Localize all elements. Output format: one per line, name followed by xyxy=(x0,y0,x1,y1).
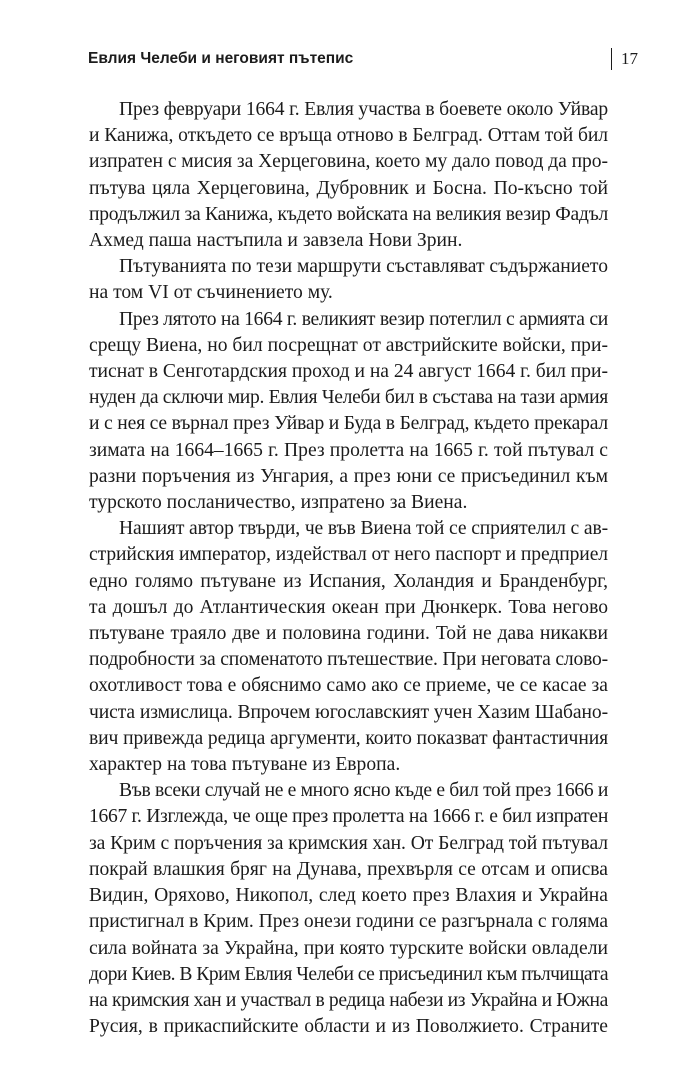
paragraph xyxy=(89,97,608,254)
text-line: 1667 г. Изглежда, че още през пролетта на 1666 г. е бил изпратен xyxy=(89,806,608,828)
text-line: тиснат в Сенготардския проход и на 24 август 1664 г. бил при- xyxy=(89,361,608,383)
running-title: Евлия Челеби и неговият пътепис xyxy=(88,50,354,67)
text-line: турското посланичество, изпратено за Виена. xyxy=(89,492,468,514)
text-line: пътуване траяло две и половина години. Той не дава никакви xyxy=(89,623,608,645)
text-line: Във всеки случай не е много ясно къде е бил той през 1666 и xyxy=(119,780,608,802)
page-number: 17 xyxy=(621,49,638,68)
text-line: Ахмед паша настъпила и завзела Нови Зрин. xyxy=(89,230,463,252)
text-line: срещу Виена, но бил посрещнат от австрийските войски, при- xyxy=(89,334,608,356)
text-line: стрийския император, издействал от него паспорт и предприел xyxy=(89,544,608,566)
text-line: и Канижа, откъдето се връща отново в Белград. Оттам той бил xyxy=(89,125,608,147)
text-line: пътува цяла Херцеговина, Дубровник и Босна. По-късно той xyxy=(89,177,608,199)
text-line: Видин, Оряхово, Никопол, след което през Влахия и Украйна xyxy=(89,885,608,907)
text-line: едно голямо пътуване из Испания, Холандия и Бранденбург, xyxy=(89,570,608,592)
text-line: чиста измислица. Впрочем югославският учен Хазим Шабано- xyxy=(89,701,608,723)
text-line: та дошъл до Атлантическия океан при Дюнкерк. Това негово xyxy=(89,596,608,618)
text-line: Нашият автор твърди, че във Виена той се сприятелил с ав- xyxy=(119,518,608,540)
paragraph xyxy=(89,254,608,306)
text-line: и с нея се върнал през Уйвар и Буда в Белград, където прекарал xyxy=(89,413,608,435)
text-line: Русия, в прикаспийските области и из Поволжието. Страните xyxy=(89,1016,608,1038)
text-line: пристигнал в Крим. През онези години се разгърнала с голяма xyxy=(89,911,608,933)
text-line: охотливост това е обяснимо само ако се приеме, че се касае за xyxy=(89,675,608,697)
text-line: разни поръчения из Унгария, а през юни се присъединил към xyxy=(89,465,608,487)
folio xyxy=(611,46,638,72)
text-line: на том VI от съчинението му. xyxy=(89,282,333,304)
text-line: продължил за Канижа, където войската на великия везир Фадъл xyxy=(89,203,608,225)
paragraph xyxy=(89,307,608,517)
text-line: През лятото на 1664 г. великият везир потеглил с армията си xyxy=(119,308,608,330)
paragraph xyxy=(89,516,608,778)
running-header xyxy=(88,46,638,72)
text-line: вич привежда редица аргументи, които показват фантастичния xyxy=(89,727,608,749)
text-line: подробности за споменатото пътешествие. При неговата слово- xyxy=(89,649,608,671)
text-line: характер на това пътуване из Европа. xyxy=(89,754,401,776)
folio-rule xyxy=(611,48,612,70)
text-line: Пътуванията по тези маршрути съставляват съдържанието xyxy=(119,256,608,278)
text-line: нуден да сключи мир. Евлия Челеби бил в състава на тази армия xyxy=(89,387,608,409)
text-line: за Крим с поръчения за кримския хан. От Белград той пътувал xyxy=(89,832,608,854)
paragraph xyxy=(89,778,608,1040)
text-line: През февруари 1664 г. Евлия участва в боевете около Уйвар xyxy=(119,99,608,120)
text-line: на кримския хан и участвал в редица набези из Украйна и Южна xyxy=(89,989,608,1011)
text-line: изпратен с мисия за Херцеговина, което му дало повод да про- xyxy=(89,151,608,173)
body-text xyxy=(89,97,608,1040)
text-line: сила войната за Украйна, при която турските войски овладели xyxy=(89,937,608,959)
text-line: покрай влашкия бряг на Дунава, прехвърля се отсам и описва xyxy=(89,858,608,880)
text-line: зимата на 1664–1665 г. През пролетта на 1665 г. той пътувал с xyxy=(89,439,608,461)
text-line: дори Киев. В Крим Евлия Челеби се присъединил към пълчищата xyxy=(89,963,608,985)
